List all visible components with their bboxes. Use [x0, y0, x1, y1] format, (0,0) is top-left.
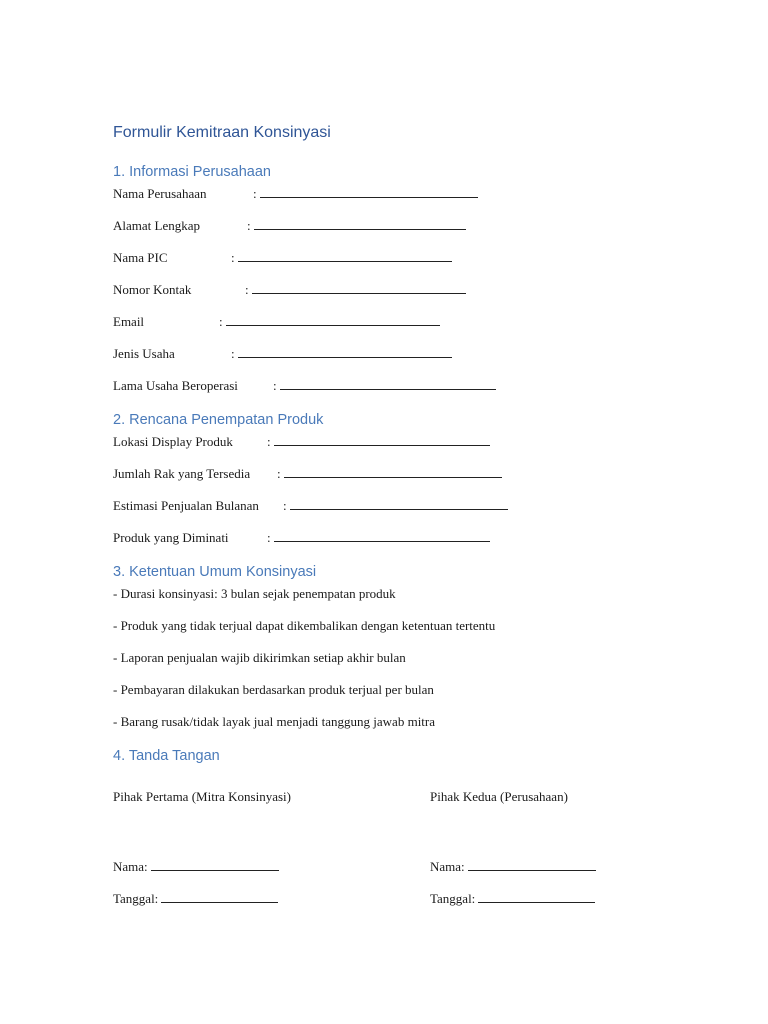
terms-item: - Produk yang tidak terjual dapat dikembalikan dengan ketentuan tertentu	[113, 618, 496, 633]
field-label: Estimasi Penjualan Bulanan	[113, 498, 259, 513]
field-row-company-name	[113, 186, 257, 202]
field-label: Email	[113, 314, 145, 329]
field-row-pic-name	[113, 250, 235, 266]
field-input-line[interactable]: :	[267, 434, 490, 450]
field-row-display-location	[113, 434, 271, 450]
section2-heading: 2. Rencana Penempatan Produk	[113, 412, 324, 428]
second-party-name-field[interactable]	[430, 859, 596, 875]
form-title: Formulir Kemitraan Konsinyasi	[113, 124, 331, 141]
field-label: Nama PIC	[113, 250, 168, 265]
terms-item: - Durasi konsinyasi: 3 bulan sejak penempatan produk	[113, 586, 396, 601]
terms-item: - Barang rusak/tidak layak jual menjadi tanggung jawab mitra	[113, 714, 436, 729]
first-party-date-field[interactable]	[113, 891, 278, 907]
section1-heading: 1. Informasi Perusahaan	[113, 164, 271, 180]
second-party-date-field[interactable]	[430, 891, 595, 907]
field-label: Jumlah Rak yang Tersedia	[113, 466, 251, 481]
field-row-contact	[113, 282, 249, 298]
field-row-products-interested	[113, 530, 271, 546]
date-label: Tanggal:	[113, 891, 159, 906]
field-row-sales-estimate	[113, 498, 287, 514]
field-input-line[interactable]: :	[277, 466, 502, 482]
field-row-business-duration	[113, 378, 277, 394]
field-row-email	[113, 314, 223, 330]
second-party-label: Pihak Kedua (Perusahaan)	[430, 789, 568, 804]
field-input-line[interactable]: :	[283, 498, 508, 514]
first-party-name-field[interactable]	[113, 859, 279, 875]
section4-heading: 4. Tanda Tangan	[113, 748, 220, 764]
first-party-label: Pihak Pertama (Mitra Konsinyasi)	[113, 789, 291, 804]
field-input-line[interactable]: :	[219, 314, 440, 330]
field-row-rack-count	[113, 466, 281, 482]
field-input-line[interactable]: :	[247, 218, 466, 234]
field-input-line[interactable]: :	[253, 186, 478, 202]
name-label: Nama:	[430, 859, 465, 874]
field-row-address	[113, 218, 251, 234]
section3-heading: 3. Ketentuan Umum Konsinyasi	[113, 564, 317, 580]
field-input-line[interactable]: :	[267, 530, 490, 546]
field-input-line[interactable]: :	[231, 346, 452, 362]
field-input-line[interactable]: :	[273, 378, 496, 394]
field-input-line[interactable]: :	[231, 250, 452, 266]
field-label: Lama Usaha Beroperasi	[113, 378, 238, 393]
field-label: Jenis Usaha	[113, 346, 175, 361]
terms-item: - Pembayaran dilakukan berdasarkan produk terjual per bulan	[113, 682, 434, 697]
field-label: Alamat Lengkap	[113, 218, 200, 233]
field-label: Nomor Kontak	[113, 282, 192, 297]
name-label: Nama:	[113, 859, 148, 874]
field-label: Lokasi Display Produk	[113, 434, 233, 449]
field-row-business-type	[113, 346, 235, 362]
field-label: Produk yang Diminati	[113, 530, 229, 545]
date-label: Tanggal:	[430, 891, 476, 906]
terms-item: - Laporan penjualan wajib dikirimkan setiap akhir bulan	[113, 650, 406, 665]
field-label: Nama Perusahaan	[113, 186, 207, 201]
field-input-line[interactable]: :	[245, 282, 466, 298]
